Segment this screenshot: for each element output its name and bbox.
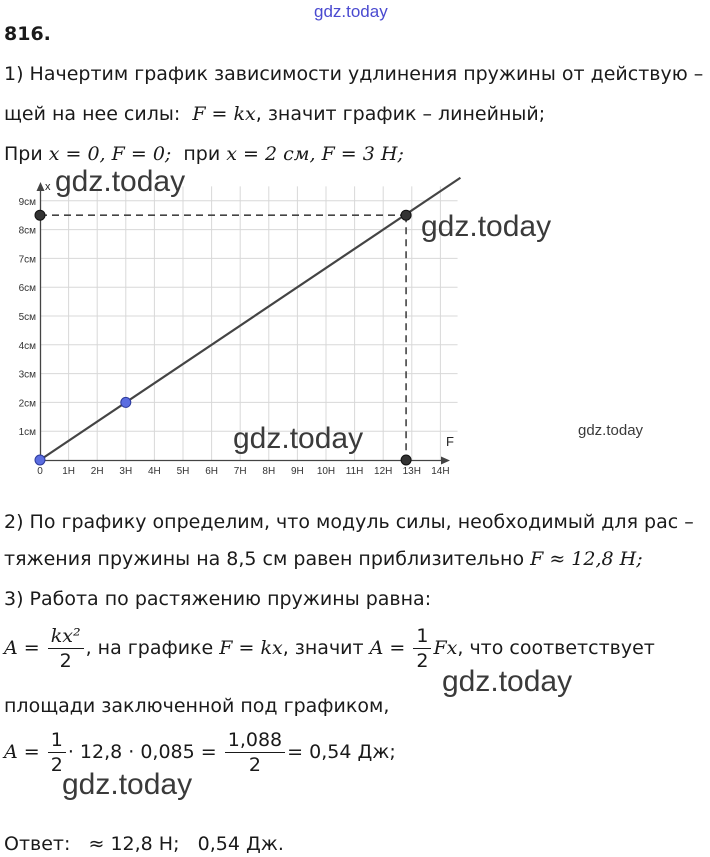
calc-mid: · 12,8 · 0,085 = xyxy=(67,741,217,763)
x-tick-label: 9Н xyxy=(291,466,304,477)
calc-frac-den: 2 xyxy=(50,754,63,776)
step3-mid-text: , на графике xyxy=(85,637,214,659)
point-origin xyxy=(35,455,45,465)
x-tick-label: 7Н xyxy=(233,466,247,477)
step3-line3: площади заключенной под графиком, xyxy=(4,695,390,717)
y-tick-label: 6см xyxy=(18,283,36,295)
step2-line2-prefix: тяжения пружины на 8,5 см равен приблизительно xyxy=(4,548,525,570)
y-tick-label: 8см xyxy=(18,225,36,237)
step3-mid-formula: F = kx xyxy=(219,637,283,659)
watermark-top: gdz.today xyxy=(314,2,388,21)
y-axis-arrow xyxy=(37,182,45,191)
step1-formula: F = kx xyxy=(192,103,256,125)
point-given xyxy=(121,397,131,407)
x-tick-label: 8Н xyxy=(262,466,276,477)
x-tick-label: 1Н xyxy=(62,466,75,477)
step1-line3 xyxy=(4,142,404,166)
watermark-side: gdz.today xyxy=(578,422,644,439)
step3-line1: 3) Работа по растяжению пружины равна: xyxy=(4,588,432,610)
step2-line2 xyxy=(4,547,643,571)
y-tick-label: 1см xyxy=(18,427,36,439)
watermark-graph-top-right: gdz.today xyxy=(421,210,552,243)
watermark-bottom: gdz.today xyxy=(62,768,193,801)
point-axis_x xyxy=(401,455,411,465)
step2-formula: F ≈ 12,8 Н; xyxy=(530,548,643,570)
x-tick-label: 3Н xyxy=(119,466,133,477)
step3-mid-text2: , значит xyxy=(282,637,364,659)
x-tick-label: 13Н xyxy=(402,466,421,477)
x-tick-label: 6Н xyxy=(205,466,218,477)
watermark-graph-bottom: gdz.today xyxy=(233,422,364,455)
x-tick-label: 4Н xyxy=(148,466,161,477)
frac1-den: 2 xyxy=(59,650,72,672)
watermark-formula-right: gdz.today xyxy=(442,665,573,698)
x-tick-label: 11Н xyxy=(345,466,364,477)
fraction-kx2-over-2 xyxy=(48,624,84,673)
y-tick-label: 4см xyxy=(18,340,36,352)
step1-line3-prefix: При xyxy=(4,143,43,165)
step1-condition-2: x = 2 см, F = 3 Н; xyxy=(226,143,404,165)
calc-result: = 0,54 Дж; xyxy=(287,741,396,763)
calc-frac-num: 1 xyxy=(48,728,66,753)
watermark-graph-top-left: gdz.today xyxy=(55,165,186,198)
graph-line xyxy=(40,178,460,460)
y-tick-label: 9см xyxy=(18,196,36,208)
fraction-half xyxy=(413,624,431,673)
calc-frac2-den: 2 xyxy=(248,754,261,776)
step1-line2-suffix: , значит график – линейный; xyxy=(255,103,546,125)
y-tick-label: 2см xyxy=(18,398,36,410)
step1-condition-1: x = 0, F = 0; xyxy=(48,143,172,165)
step3-end-text: , что соответствует xyxy=(457,637,655,659)
step1-line1: 1) Начертим график зависимости удлинения пружины от действую – xyxy=(4,63,704,85)
work-eq-a2: A = xyxy=(369,637,406,659)
point-read xyxy=(401,210,411,220)
x-axis-arrow xyxy=(441,457,450,465)
answer: Ответ: ≈ 12,8 Н; 0,54 Дж. xyxy=(4,833,284,855)
calc-fraction-result xyxy=(225,728,285,777)
step2-line1: 2) По графику определим, что модуль силы, необходимый для рас – xyxy=(4,511,694,533)
work-eq-a: A = xyxy=(4,637,40,659)
frac2-den: 2 xyxy=(416,650,429,672)
step1-line3-mid: при xyxy=(183,143,221,165)
x-tick-label: 10Н xyxy=(316,466,336,477)
calc-frac2-num: 1,088 xyxy=(225,728,285,753)
x-tick-label: 14Н xyxy=(431,466,450,477)
y-axis-label: x xyxy=(45,181,51,193)
problem-number: 816. xyxy=(4,23,51,45)
frac1-num: kx² xyxy=(48,624,84,649)
y-tick-label: 7см xyxy=(18,254,36,266)
y-tick-label: 5см xyxy=(18,312,36,323)
step1-line2-prefix: щей на нее силы: xyxy=(4,103,181,125)
x-tick-label: 5Н xyxy=(176,466,190,477)
frac2-num: 1 xyxy=(413,624,431,649)
x-axis-label: F xyxy=(446,434,454,449)
fx-term: Fx xyxy=(433,637,458,659)
calc-eq-a: A = xyxy=(4,741,40,763)
step1-line2 xyxy=(4,102,545,126)
x-tick-label: 0 xyxy=(37,466,43,477)
x-tick-label: 12Н xyxy=(374,466,393,477)
point-axis_y xyxy=(35,210,45,220)
x-tick-label: 2Н xyxy=(90,466,104,477)
y-tick-label: 3см xyxy=(18,369,36,381)
